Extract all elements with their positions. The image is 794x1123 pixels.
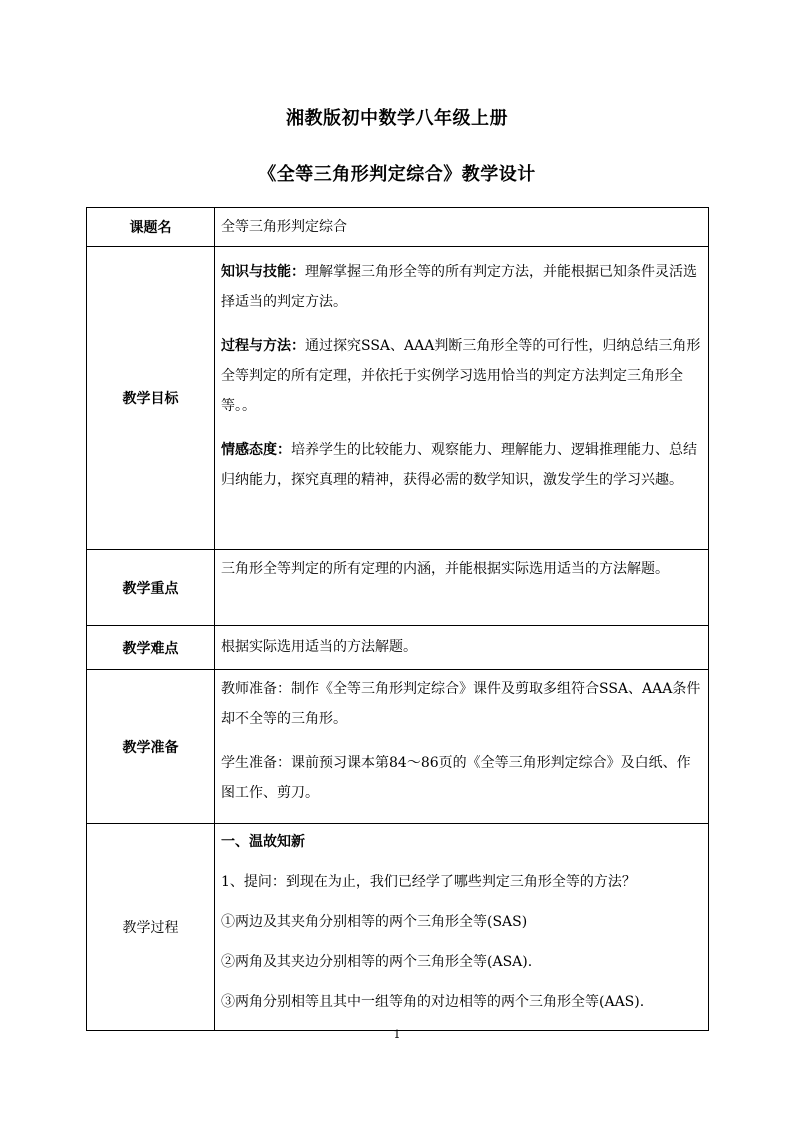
- process-label: 过程与方法：: [221, 338, 305, 354]
- label-objectives: 教学目标: [87, 247, 215, 550]
- table-row-objectives: [87, 247, 709, 550]
- document-title-line1: 湘教版初中数学八年级上册: [286, 108, 508, 129]
- lesson-plan-table: [86, 207, 709, 1031]
- process-text: 通过探究SSA、AAA判断三角形全等的可行性，归纳总结三角形全等判定的所有定理，并依托于实例学习选用恰当的判定方法判定三角形全等。。: [221, 338, 701, 414]
- value-difficulties: [215, 626, 709, 670]
- label-difficulties: 教学难点: [87, 626, 215, 670]
- student-preparation: 学生准备：课前预习课本第84～86页的《全等三角形判定综合》及白纸、作图工作、剪刀。: [221, 755, 691, 801]
- topic-text: 全等三角形判定综合: [221, 219, 347, 235]
- teacher-preparation: 教师准备：制作《全等三角形判定综合》课件及剪取多组符合SSA、AAA条件却不全等的三角形。: [221, 681, 701, 727]
- knowledge-text: 理解掌握三角形全等的所有判定方法，并能根据已知条件灵活选择适当的判定方法。: [221, 264, 697, 310]
- document-title-line2: 《全等三角形判定综合》教学设计: [258, 164, 536, 185]
- value-key-points: [215, 550, 709, 626]
- table-row-difficulties: [87, 626, 709, 670]
- objective-attitude: [221, 435, 702, 495]
- label-key-points: 教学重点: [87, 550, 215, 626]
- objective-process: [221, 331, 702, 421]
- table-row-preparation: [87, 670, 709, 824]
- objective-knowledge: [221, 257, 702, 317]
- value-preparation: [215, 670, 709, 824]
- table-row-process: [87, 824, 709, 1031]
- table-row-key-points: [87, 550, 709, 626]
- value-topic: [215, 208, 709, 247]
- process-item-sas: ①两边及其夹角分别相等的两个三角形全等(SAS): [221, 914, 528, 930]
- value-objectives: [215, 247, 709, 550]
- difficulties-text: 根据实际选用适当的方法解题。: [221, 639, 417, 655]
- process-question: 1、提问：到现在为止，我们已经学了哪些判定三角形全等的方法？: [221, 874, 636, 890]
- attitude-label: 情感态度：: [221, 442, 291, 458]
- table-row-topic: [87, 208, 709, 247]
- label-process: 教学过程: [87, 824, 215, 1031]
- attitude-text: 培养学生的比较能力、观察能力、理解能力、逻辑推理能力、总结归纳能力，探究真理的精神，获得必需的数学知识，激发学生的学习兴趣。: [221, 442, 697, 488]
- knowledge-label: 知识与技能：: [221, 264, 305, 280]
- process-item-aas: ③两角分别相等且其中一组等角的对边相等的两个三角形全等(AAS).: [221, 994, 645, 1010]
- process-section-title: 一、温故知新: [221, 834, 305, 850]
- value-process: [215, 824, 709, 1031]
- label-topic: 课题名: [87, 208, 215, 247]
- process-item-asa: ②两角及其夹边分别相等的两个三角形全等(ASA).: [221, 954, 533, 970]
- page-number: 1: [393, 1028, 401, 1041]
- key-points-text: 三角形全等判定的所有定理的内涵，并能根据实际选用适当的方法解题。: [221, 561, 669, 577]
- label-preparation: 教学准备: [87, 670, 215, 824]
